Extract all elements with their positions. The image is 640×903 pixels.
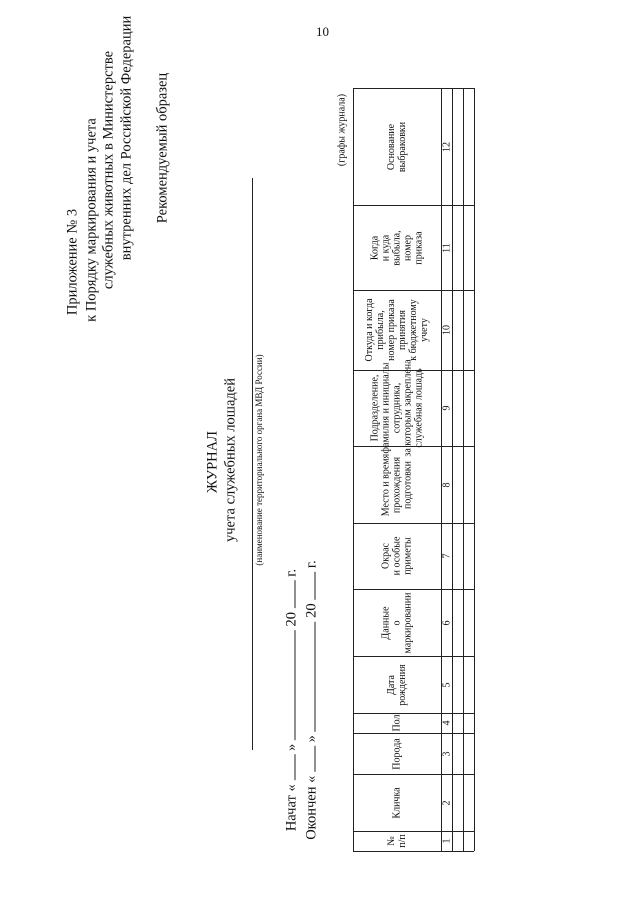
column-number: 7 [441,553,452,559]
table-header-cell: Данные о маркировании [380,592,414,653]
ended-quote-close: » [303,735,320,743]
appendix-line-1: Приложение № 3 [64,208,81,316]
column-number: 10 [441,325,452,335]
started-quote-open: « [283,784,300,792]
table-border-top [353,88,474,89]
column-number: 4 [441,720,452,726]
column-number: 2 [441,800,452,805]
ended-year-suffix: г. [303,560,320,569]
table-header-cell: Основание выбраковки [386,121,408,172]
appendix-line-3: служебных животных в Министерстве [100,50,117,290]
started-year-prefix: 20 [283,612,300,627]
column-separator [353,733,474,734]
table-header-cell: Пол [391,714,403,732]
page-number: 10 [316,24,329,39]
number-row-separator [452,88,453,851]
header-number-separator [441,88,442,851]
ended-row [304,560,321,840]
column-separator [353,656,474,657]
table-header-cell: Дата рождения [386,663,408,706]
column-number: 8 [441,482,452,487]
column-number: 3 [441,751,452,756]
recommended-sample: Рекомендуемый образец [154,72,171,224]
column-number: 9 [441,405,452,411]
org-name-line [252,178,253,750]
table-border-right [474,88,475,851]
journal-title: ЖУРНАЛ [204,431,221,493]
column-separator [353,205,474,206]
column-number: 5 [441,682,452,687]
column-separator [353,713,474,714]
ended-year-prefix: 20 [303,603,320,618]
org-caption: (наименование территориального органа МВД России) [254,354,264,566]
started-row [284,569,301,831]
started-day-field[interactable] [295,755,296,781]
started-quote-close: » [283,743,300,752]
table-header-cell: Когда и куда выбыла, номер приказа [369,229,425,266]
table-header-cell: Окрас и особые приметы [380,536,414,576]
ended-month-field[interactable] [315,622,316,732]
table-header-cell: Место и время прохождения подготовки [380,453,414,516]
empty-row-separator [463,88,464,851]
column-number: 12 [441,141,452,152]
ended-day-field[interactable] [315,746,316,772]
table-header-cell: Порода [391,737,403,770]
journal-subtitle: учета служебных лошадей [222,378,239,542]
column-separator [353,589,474,590]
started-year-suffix: г. [283,568,300,577]
ended-label: Окончен [303,786,320,840]
ended-quote-open: « [303,775,320,783]
table-header-cell: № п/п [386,834,408,848]
column-separator [353,831,474,832]
table-caption: (графы журнала) [336,93,348,167]
table-border-bottom [353,851,474,852]
started-label: Начат [283,795,300,832]
started-month-field[interactable] [295,630,296,740]
table-header-cell: Откуда и когда прибыла, номер приказа принятия к бюджетному учету [364,298,430,362]
column-number: 1 [441,838,452,844]
column-number: 6 [441,620,452,625]
column-separator [353,290,474,291]
appendix-line-2: к Порядку маркирования и учета [83,118,100,322]
table-header-cell: Подразделение, фамилия и инициалы сотрудника, за которым закреплена служебная лошадь [369,359,425,457]
column-separator [353,523,474,524]
column-number: 11 [441,242,452,253]
table-border-left [353,88,354,851]
started-year-field[interactable] [295,580,296,608]
ended-year-field[interactable] [315,572,316,600]
column-separator [353,774,474,775]
appendix-line-4: внутренних дел Российской Федерации [118,15,135,261]
table-header-cell: Кличка [391,786,403,819]
